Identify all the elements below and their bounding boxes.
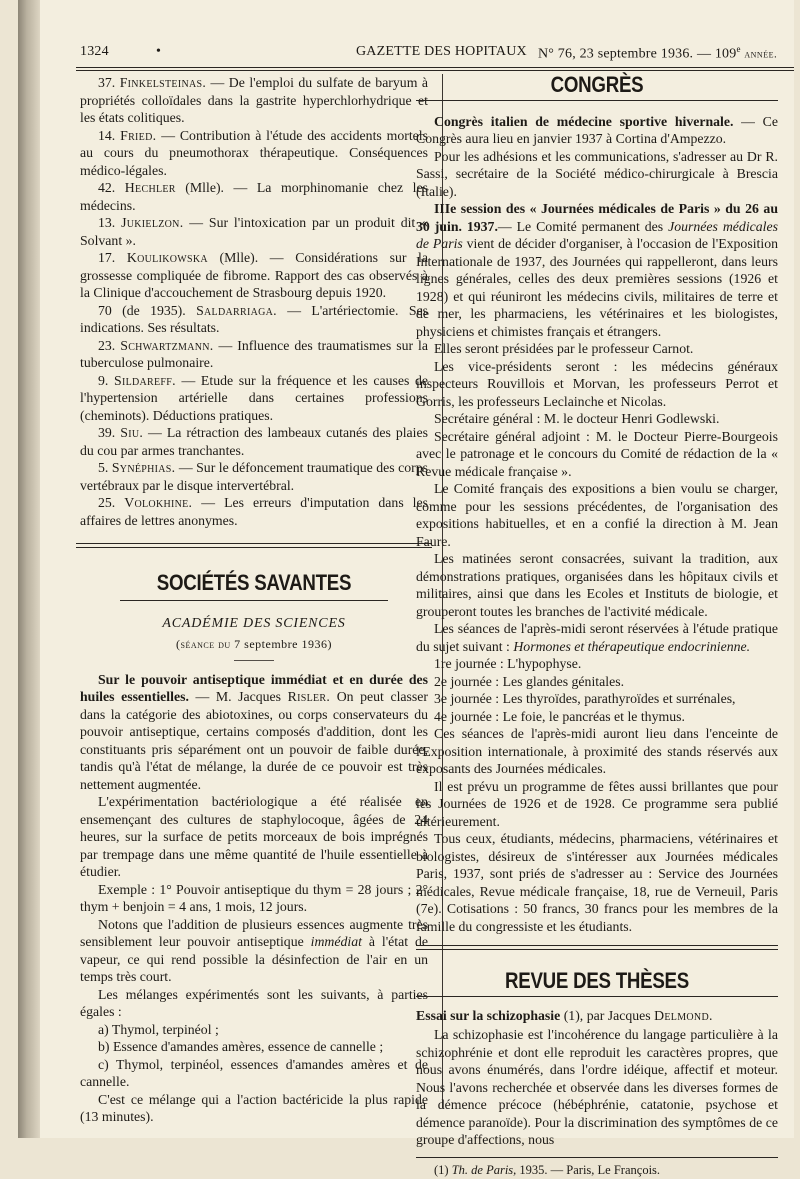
journee-item: 1re journée : L'hypophyse. [416, 655, 778, 673]
theses-list [80, 74, 428, 529]
page-header [80, 44, 792, 64]
footnote-rule [416, 1157, 778, 1158]
footnote: (1) Th. de Paris, 1935. — Paris, Le François. [416, 1162, 778, 1179]
thesis-item: 23. Schwartzmann. — Influence des traumatismes sur la tuberculose pulmonaire. [80, 337, 428, 372]
revue-title: REVUE DES THÈSES [443, 972, 751, 990]
journee-item: 4e journée : Le foie, le pancréas et le thymus. [416, 708, 778, 726]
congres-title: CONGRÈS [443, 76, 751, 94]
left-column [80, 74, 428, 1126]
congres-paragraphs-2 [416, 725, 778, 935]
journees-session: IIIe session des « Journées médicales de Paris » du 26 au 30 juin. 1937.— Le Comité permanent des Journées médicales de Paris vient de décider d'organiser, à l'occasion de l'Exposition Internationale de 1937, des Journées qui rappelleront, dans leurs lignes générales, celles des deux premières sessions (1926 et 1928) et qui réuniront les médecins civils, militaires de terre et de mer, les pharmaciens, les vétérinaires et les biologistes, physiciens et chimistes français et étrangers. [416, 200, 778, 340]
academie-subtitle: ACADÉMIE DES SCIENCES [80, 615, 428, 633]
congres-italien: Congrès italien de médecine sportive hivernale. — Ce Congrès aura lieu en janvier 1937 à Cortina d'Ampezzo. [416, 113, 778, 148]
thesis-item: 13. Jukielzon. — Sur l'intoxication par un produit dit « Solvant ». [80, 214, 428, 249]
title-underline [416, 100, 778, 101]
congres-paragraphs [416, 340, 778, 620]
mix-c: c) Thymol, terpinéol, essences d'amandes amères et de cannelle. [80, 1056, 428, 1091]
paragraph: Les matinées seront consacrées, suivant la tradition, aux démonstrations pratiques, organisées dans les hôpitaux civils et militaires, ainsi que dans les Ecoles et Instituts de biologie, et grouperont toutes les branches de l'activité médicale. [416, 550, 778, 620]
thesis-item: 70 (de 1935). Saldarriaga. — L'artériectomie. Ses indications. Ses résultats. [80, 302, 428, 337]
paragraph: L'expérimentation bactériologique a été réalisée en ensemençant des cultures de staphylocoque, âgées de 24 heures, sur la surface de petits morceaux de bois imprégnés par trempage dans une même quantité de l'huile essentielle à étudier. [80, 793, 428, 881]
schizophasie-title: Essai sur la schizophasie (1), par Jacques Delmond. [416, 1007, 778, 1025]
paragraph: Le Comité français des expositions a bien voulu se charger, comme pour les sessions précédentes, de l'organisation des expositions habituelles, et en a confié la direction à M. Jean Faure. [416, 480, 778, 550]
journees-list [416, 655, 778, 725]
paragraph: Secrétaire général : M. le docteur Henri Godlewski. [416, 410, 778, 428]
mix-b: b) Essence d'amandes amères, essence de cannelle ; [80, 1038, 428, 1056]
thesis-item: 39. Siu. — La rétraction des lambeaux cutanés des plaies du cou par armes tranchantes. [80, 424, 428, 459]
apres-midi: Les séances de l'après-midi seront réservées à l'étude pratique du sujet suivant : Hormones et thérapeutique endocrinienne. [416, 620, 778, 655]
seance-date: (séance du 7 septembre 1936) [80, 636, 428, 654]
paragraph: Les mélanges expérimentés sont les suivants, à parties égales : [80, 986, 428, 1021]
title-underline [416, 996, 778, 997]
journee-item: 3e journée : Les thyroïdes, parathyroïdes et surrénales, [416, 690, 778, 708]
right-column [416, 76, 778, 1179]
thesis-item: 17. Koulikowska (Mlle). — Considérations sur la grossesse compliquée de fibrome. Rapport des cas observés à la Clinique d'accouchement de Strasbourg depuis 1920. [80, 249, 428, 302]
paragraph: Secrétaire général adjoint : M. le Docteur Pierre-Bourgeois avec le patronage et le concours du Comité de rédaction de la « Revue médicale française ». [416, 428, 778, 481]
paragraph: Elles seront présidées par le professeur Carnot. [416, 340, 778, 358]
paragraph: Les vice-présidents seront : les médecins généraux inspecteurs Rouvillois et Morvan, les professeurs Perrot et Gorris, les professeurs Leclainche et Nicolas. [416, 358, 778, 411]
paragraph: Pour les adhésions et les communications, s'adresser au Dr R. Sassi, secrétaire de la Société médico-chirurgicale à Brescia (Italie). [416, 148, 778, 201]
page-number: 1324 [80, 44, 109, 60]
journal-title: GAZETTE DES HOPITAUX [356, 44, 527, 60]
header-rule-bottom [76, 70, 794, 71]
paragraph: Tous ceux, étudiants, médecins, pharmaciens, vétérinaires et biologistes, désireux de s'intéresser aux Journées médicales Paris, 1937, sont priés de s'adresser au : Service des Journées médicales, Revue médicale française, 18, rue de Verneuil, Paris (7e). Cotisations : 50 francs, 30 francs pour les membres de la famille du congressiste et les étudiants. [416, 830, 778, 935]
paragraph: Exemple : 1° Pouvoir antiseptique du thym = 28 jours ; 2° thym + benjoin = 4 ans, 1 mois, 12 jours. [80, 881, 428, 916]
thesis-item: 9. Sildareff. — Etude sur la fréquence et les causes de l'hypertension artérielle dans certaines professions (cheminots). Déductions pratiques. [80, 372, 428, 425]
section-separator [416, 945, 778, 950]
societes-title: SOCIÉTÉS SAVANTES [106, 574, 402, 592]
paragraph: Ces séances de l'après-midi auront lieu dans l'enceinte de l'Exposition internationale, à proximité des stands réservés aux exposants des Journées médicales. [416, 725, 778, 778]
newspaper-page [18, 0, 794, 1138]
schizophasie-text: La schizophasie est l'incohérence du langage particulière à la schizophrénie et dont elle reproduit les caractères propres, que nous avons énumérés, dans l'ordre idéique, affectif et moteur. Nous l'avons recherchée et observée dans les diverses formes de la démence précoce (hébéphrénie, catatonie, psychose et démence paranoïde). Pour la discrimination des symptômes de ce groupe d'affections, nous [416, 1026, 778, 1149]
header-bullet: • [156, 44, 161, 60]
thesis-item: 5. Synéphias. — Sur le défoncement traumatique des corps vertébraux par le disque intervertébral. [80, 459, 428, 494]
header-rule-top [76, 67, 794, 68]
journee-item: 2e journée : Les glandes génitales. [416, 673, 778, 691]
section-separator [76, 543, 432, 548]
issue-info: N° 76, 23 septembre 1936. — 109e année. [538, 44, 777, 63]
title-underline [120, 600, 388, 601]
paragraph: Il est prévu un programme de fêtes aussi brillantes que pour les Journées de 1926 et de 1928. Ce programme sera publié ultérieurement. [416, 778, 778, 831]
article-risler: Sur le pouvoir antiseptique immédiat et en durée des huiles essentielles. — M. Jacques Risler. On peut classer dans la catégorie des abiotoxines, ou corps conservateurs du pouvoir antiseptique, certains composés d'addition, dont les constituants pris séparément ont un pouvoir de faible durée, tandis qu'à l'état de mélange, la durée de ce pouvoir est très nettement augmentée. [80, 671, 428, 794]
page-binding-shadow [18, 0, 40, 1138]
thesis-item: 25. Volokhine. — Les erreurs d'imputation dans les affaires de lettres anonymes. [80, 494, 428, 529]
mix-a: a) Thymol, terpinéol ; [80, 1021, 428, 1039]
thesis-item: 14. Fried. — Contribution à l'étude des accidents mortels au cours du pneumothorax thérapeutique. Conséquences médico-légales. [80, 127, 428, 180]
paragraph: C'est ce mélange qui a l'action bactéricide la plus rapide (13 minutes). [80, 1091, 428, 1126]
paragraph: Notons que l'addition de plusieurs essences augmente très sensiblement leur pouvoir antiseptique immédiat à l'état de vapeur, ce qui rend possible la désinfection de l'air en un temps très court. [80, 916, 428, 986]
thesis-item: 37. Finkelsteinas. — De l'emploi du sulfate de baryum à propriétés colloïdales dans la gastrite hyperchlorhydrique et les états colitiques. [80, 74, 428, 127]
short-rule [234, 660, 274, 661]
thesis-item: 42. Hechler (Mlle). — La morphinomanie chez les médecins. [80, 179, 428, 214]
